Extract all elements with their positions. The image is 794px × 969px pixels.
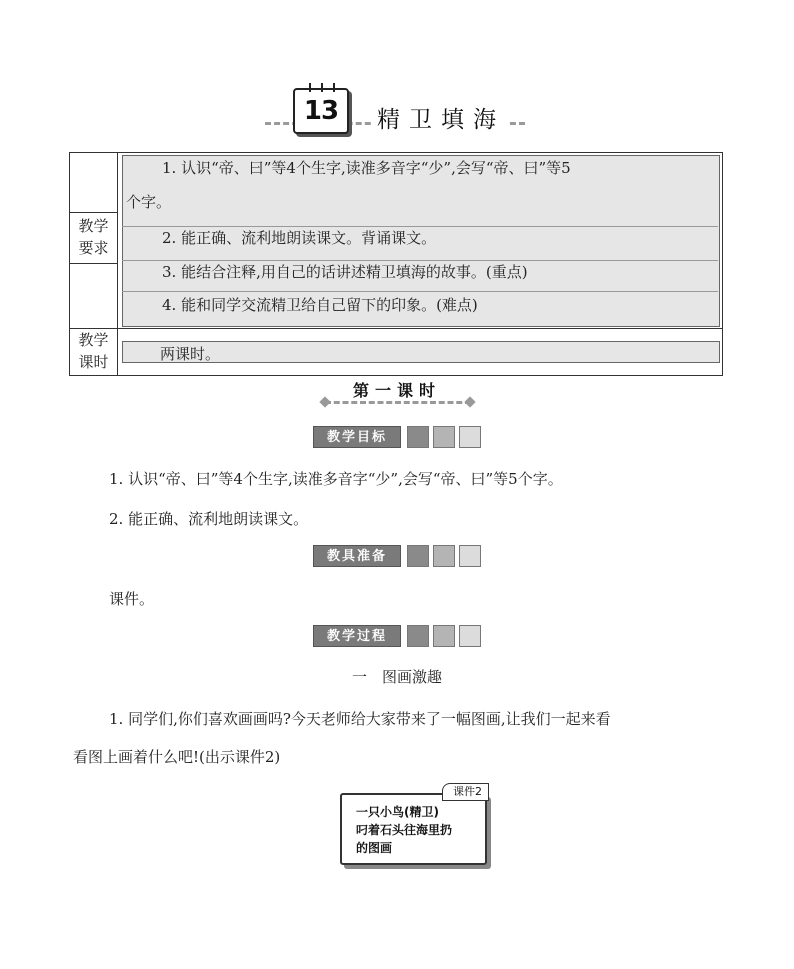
materials-text: 课件。 <box>109 590 155 608</box>
requirement-item-1-cont: 个字。 <box>126 193 172 211</box>
courseware-tab: 课件2 <box>442 783 489 801</box>
tag-square <box>459 545 481 567</box>
requirements-label-line: 教学 <box>78 217 109 235</box>
materials-tag-label: 教具准备 <box>313 545 401 567</box>
goals-tag-label: 教学目标 <box>313 426 401 448</box>
row-separator <box>70 328 722 329</box>
tag-square <box>407 545 429 567</box>
courseware-line-2: 叼着石头往海里扔 <box>356 823 453 837</box>
tag-square <box>459 625 481 647</box>
section-dash-line <box>325 401 471 404</box>
objectives-table <box>69 152 723 376</box>
lesson-number: 13 <box>303 96 339 126</box>
tag-square <box>433 545 455 567</box>
label-separator <box>70 212 118 213</box>
tag-square <box>407 625 429 647</box>
courseware-box <box>340 785 487 865</box>
tag-square <box>407 426 429 448</box>
tag-square <box>433 426 455 448</box>
process-step-title: 一 图画激趣 <box>351 668 442 686</box>
goals-tag <box>313 426 481 448</box>
requirement-item-4: 4. 能和同学交流精卫给自己留下的印象。(难点) <box>162 296 478 314</box>
tag-square <box>459 426 481 448</box>
courseware-line-3: 的图画 <box>356 841 393 855</box>
label-separator <box>70 263 118 264</box>
calendar-rings <box>301 83 341 91</box>
requirement-item-3: 3. 能结合注释,用自己的话讲述精卫填海的故事。(重点) <box>162 263 528 281</box>
lesson-title: 精卫填海 <box>373 101 509 134</box>
goal-item-2: 2. 能正确、流利地朗读课文。 <box>109 510 309 528</box>
requirements-label-line: 要求 <box>78 239 109 257</box>
process-tag <box>313 625 481 647</box>
process-tag-label: 教学过程 <box>313 625 401 647</box>
section-title: 第一课时 <box>352 381 441 400</box>
courseware-line-1: 一只小鸟(精卫) <box>356 805 439 819</box>
hours-label-line: 教学 <box>78 331 109 349</box>
calendar-icon <box>293 88 349 134</box>
process-step-text-1: 1. 同学们,你们喜欢画画吗?今天老师给大家带来了一幅图画,让我们一起来看 <box>109 710 611 728</box>
requirement-separator <box>122 291 718 292</box>
requirement-item-1: 1. 认识“帝、曰”等4个生字,读准多音字“少”,会写“帝、曰”等5 <box>162 159 571 177</box>
requirements-label-cell <box>70 153 118 339</box>
hours-value: 两课时。 <box>160 345 221 363</box>
goal-item-1: 1. 认识“帝、曰”等4个生字,读准多音字“少”,会写“帝、曰”等5个字。 <box>109 470 563 488</box>
lesson-header <box>265 84 531 142</box>
tag-square <box>433 625 455 647</box>
requirement-item-2: 2. 能正确、流利地朗读课文。背诵课文。 <box>162 229 437 247</box>
process-step-text-2: 看图上画着什么吧!(出示课件2) <box>73 748 281 766</box>
hours-label-cell <box>70 328 118 375</box>
hours-label-line: 课时 <box>78 353 109 371</box>
materials-tag <box>313 545 481 567</box>
